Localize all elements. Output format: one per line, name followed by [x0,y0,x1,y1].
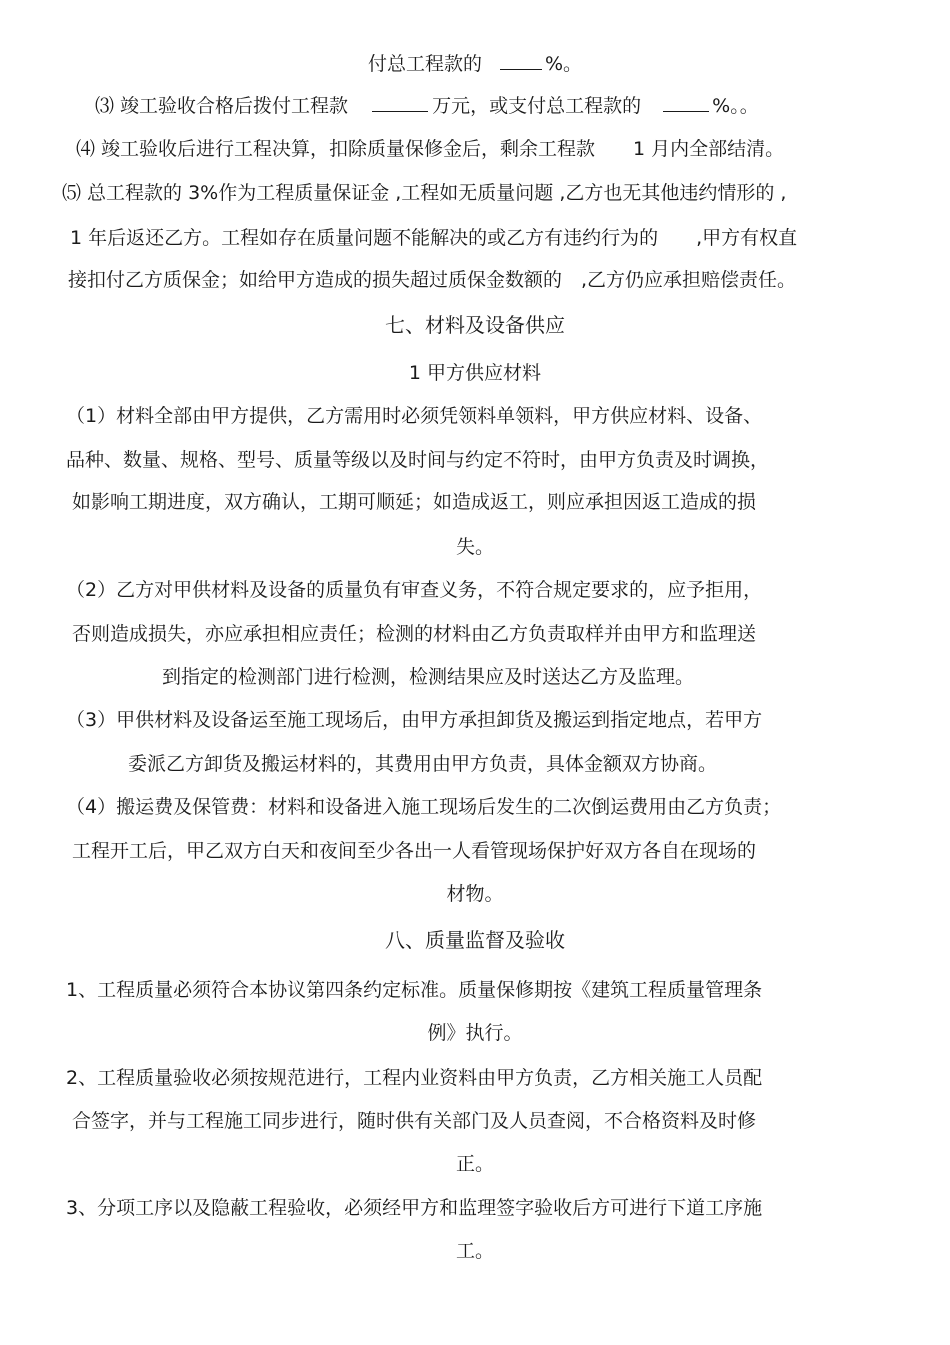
clause-5-line: 接扣付乙方质保金；如给甲方造成的损失超过质保金数额的 ,乙方仍应承担赔偿责任。 [68,269,797,291]
section-7-item-4-line: 材物。 [446,883,504,905]
section-7-item-3-line: （3）甲供材料及设备运至施工现场后，由甲方承担卸货及搬运到指定地点，若甲方 [66,709,763,731]
clause-5-line: 1 年后返还乙方。工程如存在质量问题不能解决的或乙方有违约行为的 ,甲方有权直 [70,227,798,249]
clause-text: ⑶ 竣工验收合格后拨付工程款 [95,95,349,117]
blank-field [372,95,428,112]
section-7-item-1-line: 如影响工期进度，双方确认，工期可顺延；如造成返工，则应承担因返工造成的损 [72,491,757,513]
section-7-item-4-line: （4）搬运费及保管费：材料和设备进入施工现场后发生的二次倒运费用由乙方负责； [66,796,782,818]
clause-text: 付总工程款的 [367,53,482,75]
blank-field [500,53,542,70]
section-7-item-3-line: 委派乙方卸货及搬运材料的，其费用由甲方负责，具体金额双方协商。 [128,753,718,775]
section-7-item-1-line: 失。 [455,536,494,558]
section-8-item-2-line: 2、工程质量验收必须按规范进行，工程内业资料由甲方负责，乙方相关施工人员配 [66,1067,763,1089]
clause-text: 万元，或支付总工程款的 [432,95,642,117]
clause-text: %。 [545,53,583,75]
section-7-item-2-line: 到指定的检测部门进行检测，检测结果应及时送达乙方及监理。 [162,666,695,688]
section-8-item-3-line: 工。 [455,1240,494,1262]
section-8-title: 八、质量监督及验收 [385,928,565,952]
section-7-item-2-line: （2）乙方对甲供材料及设备的质量负有审查义务，不符合规定要求的，应予拒用， [66,579,763,601]
section-7-subtitle: 1 甲方供应材料 [408,362,542,384]
section-7-item-4-line: 工程开工后，甲乙双方白天和夜间至少各出一人看管现场保护好双方各自在现场的 [72,840,757,862]
section-8-item-3-line: 3、分项工序以及隐蔽工程验收，必须经甲方和监理签字验收后方可进行下道工序施 [66,1197,763,1219]
section-7-item-1-line: 品种、数量、规格、型号、质量等级以及时间与约定不符时，由甲方负责及时调换， [66,449,770,471]
section-8-item-2-line: 正。 [455,1153,494,1175]
section-8-item-2-line: 合签字，并与工程施工同步进行，随时供有关部门及人员查阅，不合格资料及时修 [72,1110,757,1132]
section-7-item-1-line: （1）材料全部由甲方提供，乙方需用时必须凭领料单领料，甲方供应材料、设备、 [66,405,763,427]
clause-4: ⑷ 竣工验收后进行工程决算，扣除质量保修金后，剩余工程款 1 月内全部结清。 [76,138,785,160]
clause-3 [95,94,915,118]
section-7-title: 七、材料及设备供应 [385,313,565,337]
section-8-item-1-line: 1、工程质量必须符合本协议第四条约定标准。质量保修期按《建筑工程质量管理条 [66,979,763,1001]
clause-text: %。。 [712,95,759,117]
section-7-item-2-line: 否则造成损失，亦应承担相应责任；检测的材料由乙方负责取样并由甲方和监理送 [72,623,757,645]
blank-field [663,95,709,112]
clause-5-line: ⑸ 总工程款的 3%作为工程质量保证金 ,工程如无质量问题 ,乙方也无其他违约情形的 , [62,182,787,204]
clause-2-tail [0,52,950,76]
section-8-item-1-line: 例》执行。 [427,1022,523,1044]
